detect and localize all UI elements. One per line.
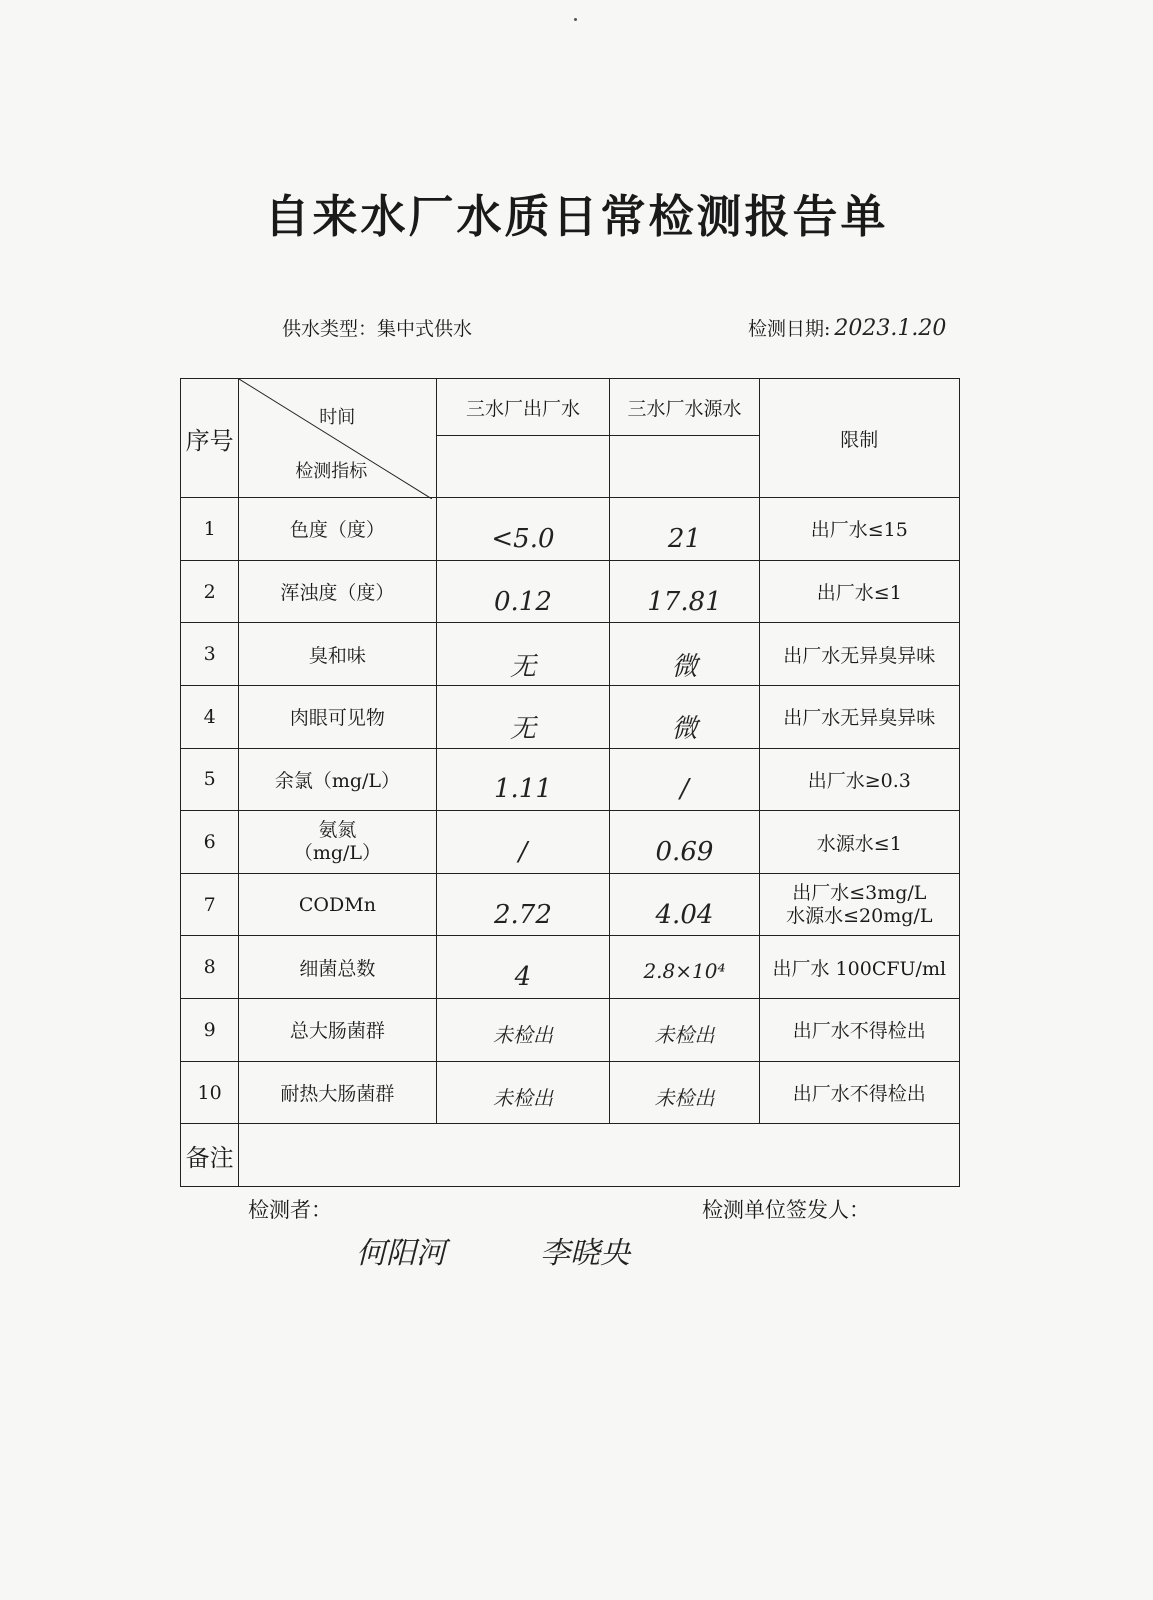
header-diagonal-cell (239, 379, 436, 498)
handwritten-value: 21 (667, 523, 702, 554)
signature-tester-2: 李晓央 (540, 1236, 630, 1271)
handwritten-value: 0.12 (494, 586, 552, 617)
row-indicator: 肉眼可见物 (239, 685, 436, 748)
header-limit: 限制 (759, 379, 959, 498)
handwritten-value: 4.04 (655, 899, 714, 930)
row-value-outlet (436, 936, 610, 999)
header-time: 时间 (319, 407, 356, 428)
row-limit: 水源水≤1 (759, 811, 959, 874)
row-limit (759, 873, 959, 936)
row-indicator: 总大肠菌群 (239, 999, 436, 1062)
row-value-source (610, 936, 759, 999)
row-value-outlet (436, 623, 610, 686)
handwritten-value: 17.81 (647, 586, 722, 617)
handwritten-value: 1.11 (494, 774, 552, 805)
supply-type: 供水类型：集中式供水 (282, 318, 473, 340)
handwritten-value: 2.8×10⁴ (643, 959, 726, 984)
test-date-value: 2023.1.20 (834, 316, 947, 341)
row-limit: 出厂水 100CFU/ml (759, 936, 959, 999)
table-row (181, 748, 960, 811)
handwritten-value: 2.72 (494, 899, 552, 930)
row-value-source (610, 748, 759, 811)
table-row (181, 999, 960, 1062)
row-value-source (610, 811, 759, 874)
handwritten-value: 未检出 (654, 1023, 715, 1048)
row-value-outlet (436, 560, 610, 623)
row-value-source (610, 999, 759, 1062)
header-col2: 三水厂水源水 (610, 379, 759, 436)
handwritten-value: 未检出 (654, 1086, 715, 1111)
row-indicator: 余氯（mg/L） (239, 748, 436, 811)
remark-label: 备注 (181, 1124, 239, 1187)
handwritten-value: / (680, 774, 689, 805)
row-value-outlet (436, 811, 610, 874)
header-seq: 序号 (181, 379, 239, 498)
row-no: 5 (181, 748, 239, 811)
test-date-label: 检测日期: (748, 318, 831, 340)
row-no: 6 (181, 811, 239, 874)
table-row (181, 873, 960, 936)
row-value-source (610, 873, 759, 936)
issuer-label: 检测单位签发人： (702, 1198, 870, 1222)
scan-speck (574, 18, 577, 21)
row-value-source (610, 685, 759, 748)
table-row (181, 498, 960, 561)
handwritten-value: 0.69 (655, 837, 714, 868)
table-row (181, 623, 960, 686)
signature-tester-1: 何阳河 (356, 1236, 446, 1271)
row-limit: 出厂水不得检出 (759, 999, 959, 1062)
row-no: 7 (181, 873, 239, 936)
row-no: 3 (181, 623, 239, 686)
handwritten-value: 未检出 (492, 1086, 553, 1111)
handwritten-value: 无 (509, 714, 536, 745)
row-value-outlet (436, 1061, 610, 1124)
row-limit-line1: 出厂水≤3mg/L (792, 881, 927, 904)
row-indicator: 色度（度） (239, 498, 436, 561)
handwritten-value: <5.0 (491, 523, 555, 554)
report-table (180, 378, 960, 1187)
handwritten-value: 未检出 (492, 1023, 553, 1048)
row-indicator: 浑浊度（度） (239, 560, 436, 623)
row-limit: 出厂水≥0.3 (759, 748, 959, 811)
row-indicator: 耐热大肠菌群 (239, 1061, 436, 1124)
table-row (181, 811, 960, 874)
row-limit: 出厂水不得检出 (759, 1061, 959, 1124)
row-no: 9 (181, 999, 239, 1062)
row-indicator: 臭和味 (239, 623, 436, 686)
handwritten-value: / (518, 837, 528, 868)
table-row (181, 936, 960, 999)
handwritten-value: 无 (509, 651, 536, 682)
handwritten-value: 4 (514, 962, 532, 993)
row-value-source (610, 1061, 759, 1124)
table-row (181, 1061, 960, 1124)
handwritten-value: 微 (671, 714, 698, 745)
row-indicator (239, 811, 436, 874)
table-row (181, 685, 960, 748)
handwritten-value: 微 (671, 651, 698, 682)
row-no: 1 (181, 498, 239, 561)
remark-content (239, 1124, 960, 1187)
row-limit: 出厂水无异臭异味 (759, 623, 959, 686)
row-value-source (610, 560, 759, 623)
row-limit-line2: 水源水≤20mg/L (786, 904, 933, 927)
page-title: 自来水厂水质日常检测报告单 (264, 190, 889, 243)
test-date (748, 314, 946, 341)
remark-row (181, 1124, 960, 1187)
table-row (181, 560, 960, 623)
row-limit: 出厂水无异臭异味 (759, 685, 959, 748)
row-limit: 出厂水≤15 (759, 498, 959, 561)
row-no: 2 (181, 560, 239, 623)
row-indicator-line2: （mg/L） (293, 842, 382, 865)
row-value-source (610, 623, 759, 686)
row-value-outlet (436, 999, 610, 1062)
row-no: 10 (181, 1061, 239, 1124)
row-indicator: 细菌总数 (239, 936, 436, 999)
row-value-outlet (436, 748, 610, 811)
row-value-outlet (436, 685, 610, 748)
tester-label: 检测者： (248, 1198, 332, 1222)
row-no: 8 (181, 936, 239, 999)
row-no: 4 (181, 685, 239, 748)
header-col1: 三水厂出厂水 (436, 379, 610, 436)
row-value-outlet (436, 873, 610, 936)
row-indicator: CODMn (239, 873, 436, 936)
header-indicator: 检测指标 (295, 461, 368, 482)
row-value-outlet (436, 498, 610, 561)
row-limit: 出厂水≤1 (759, 560, 959, 623)
header-col2-blank (610, 436, 759, 498)
row-value-source (610, 498, 759, 561)
header-col1-blank (436, 436, 610, 498)
row-indicator-line1: 氨氮 (318, 819, 357, 842)
